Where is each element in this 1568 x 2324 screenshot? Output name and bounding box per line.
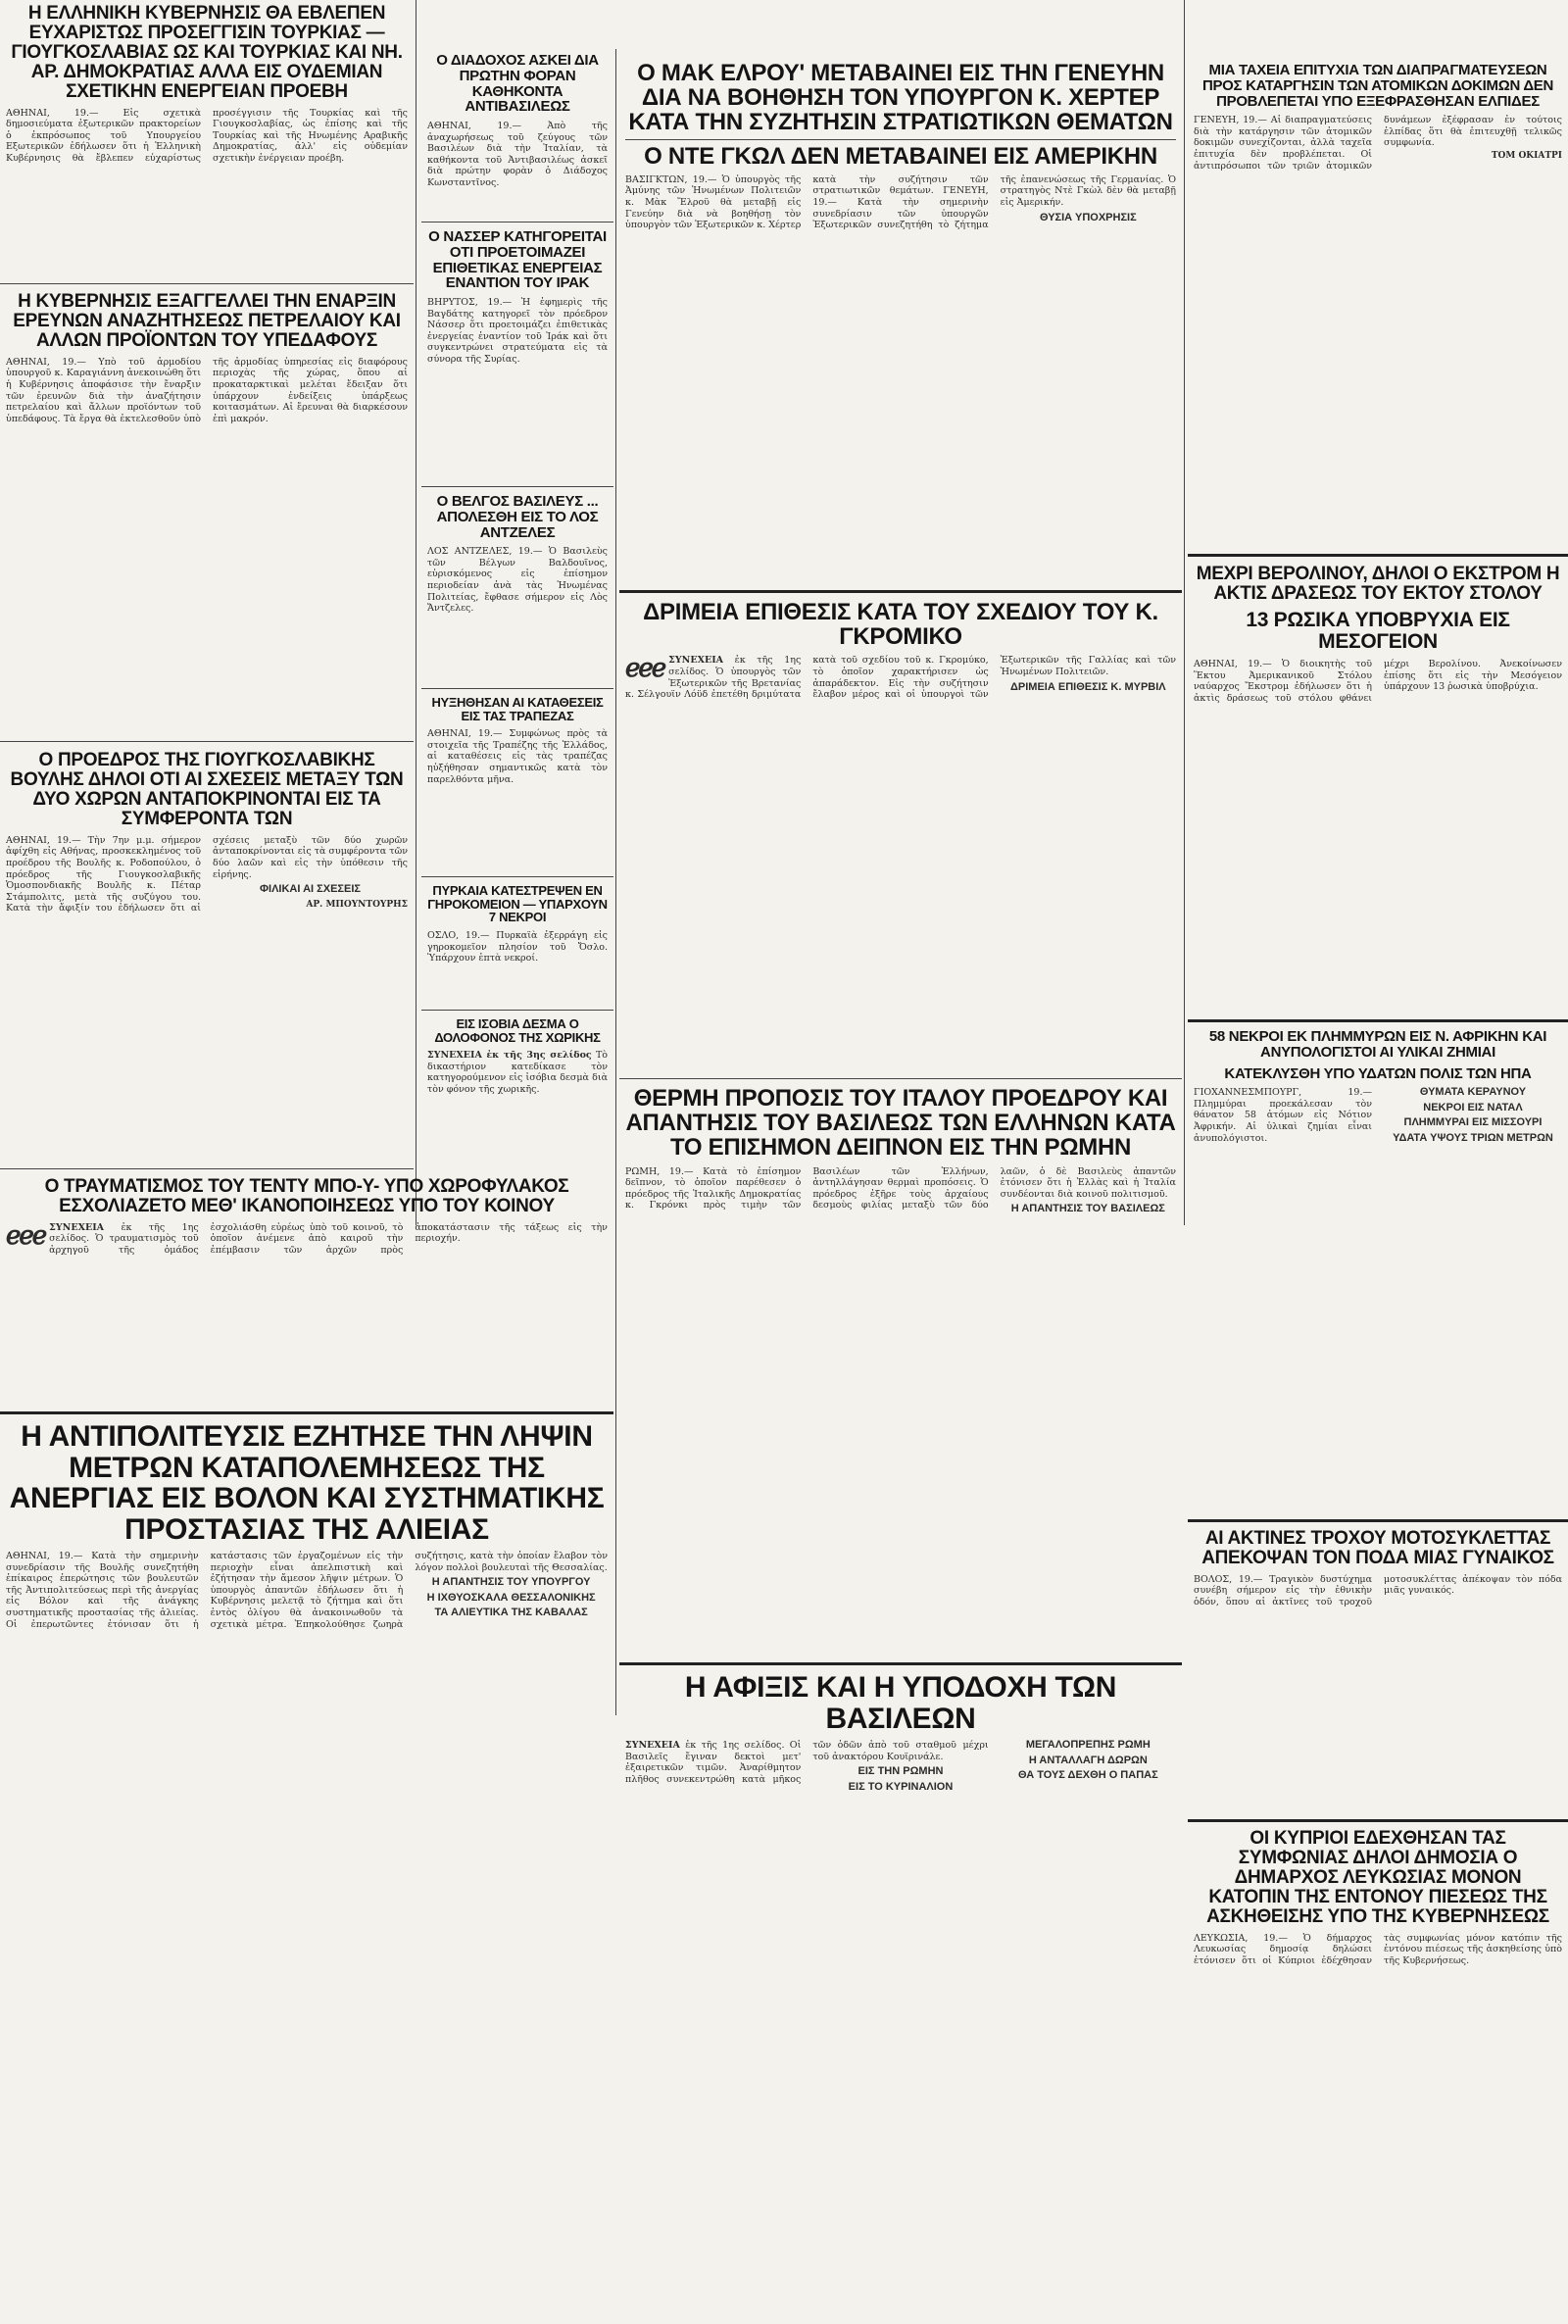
article-bank-deposits (421, 692, 613, 874)
article-yugoslav-parliament (0, 747, 414, 1166)
column-rule (615, 49, 616, 1715)
headline: ΠΥΡΚΑΙΑ ΚΑΤΕΣΤΡΕΨΕΝ ΕΝ ΓΗΡΟΚΟΜΕΙΟΝ — ΥΠΑΡΧΟΥΝ 7 ΝΕΚΡΟΙ (427, 883, 608, 925)
headline: ΜΕΧΡΙ ΒΕΡΟΛΙΝΟΥ, ΔΗΛΟΙ Ο ΕΚΣΤΡΟΜ Η ΑΚΤΙΣ ΔΡΑΣΕΩΣ ΤΟΥ ΕΚΤΟΥ ΣΤΟΛΟΥ (1196, 564, 1560, 604)
rule (421, 222, 613, 223)
rule (1188, 554, 1568, 557)
article-nasser-iraq (421, 225, 613, 484)
article-body (625, 174, 1176, 231)
subhead: ΕΙΣ ΤΗΝ ΡΩΜΗΝ (858, 1765, 944, 1778)
article-motorcycle-accident (1188, 1525, 1568, 1813)
subhead: Η ΑΠΑΝΤΗΣΙΣ ΤΟΥ ΥΠΟΥΡΓΟΥ (431, 1576, 591, 1589)
subhead: ΕΙΣ ΤΟ ΚΥΡΙΝΑΛΙΟΝ (848, 1780, 954, 1793)
article-life-sentence (421, 1014, 613, 1168)
article-teddy-boy (0, 1173, 613, 1409)
article-body: ΑΘΗΝΑΙ, 19.— Ἀπὸ τῆς ἀναχωρήσεως τοῦ ζεύγους τῶν Βασιλέων διὰ τὴν Ἰταλίαν, τὰ καθήκοντα τοῦ Ἀντιβασιλέως ἀσκεῖ διὰ πρώτην φορὰν ὁ Διάδοχος Κωνσταντῖνος. (427, 121, 608, 188)
headline: Η ΚΥΒΕΡΝΗΣΙΣ ΕΞΑΓΓΕΛΛΕΙ ΤΗΝ ΕΝΑΡΞΙΝ ΕΡΕΥΝΩΝ ΑΝΑΖΗΤΗΣΕΩΣ ΠΕΤΡΕΛΑΙΟΥ ΚΑΙ ΑΛΛΩΝ ΠΡΟΪΟΝΤΩΝ ΤΟΥ ΥΠΕΔΑΦΟΥΣ (13, 291, 401, 351)
article-mcelroy-geneva (619, 59, 1182, 569)
rule (619, 1662, 1182, 1665)
article-text: ΑΘΗΝΑΙ, 19.— Τὴν 7ην μ.μ. σήμερον ἀφίχθη εἰς Αθήνας, προσκεκλημένος τοῦ προέδρου τῆς Βουλῆς κ. Ροδοπούλου, ὁ πρόεδρος τῆς Γιουγκοσλαβικῆς Ὁμοσπονδιακῆς Βουλῆς κ. Πέταρ Στάμπολιτς, μετὰ τῆς συζύγου του. Κατὰ τὴν ἄφιξίν του ἐδήλωσεν ὅτι αἱ σχέσεις μεταξὺ τῶν δύο χωρῶν ἀνταποκρίνονται εἰς τὰ συμφέροντα τῶν δύο λαῶν καὶ εἰς τὴν ὑπόθεσιν τῆς εἰρήνης. (6, 834, 408, 915)
article-body: ΑΘΗΝΑΙ, 19.— Ὁ διοικητὴς τοῦ Ἕκτου Ἀμερικανικοῦ Στόλου ναύαρχος Ἔκστρομ ἐδήλωσεν ὅτι ἡ ἀκτὶς δράσεως τοῦ στόλου φθάνει μέχρι Βερολίνου. Ἀνεκοίνωσεν ἐπίσης ὅτι εἰς τὴν Μεσόγειον ὑπάρχουν 13 ῥωσικὰ ὑποβρύχια. (1194, 658, 1562, 704)
rule (0, 741, 414, 742)
rule (421, 486, 613, 487)
article-body: ΑΘΗΝΑΙ, 19.— Συμφώνως πρὸς τὰ στοιχεῖα τῆς Τραπέζης τῆς Ἑλλάδος, αἱ καταθέσεις εἰς τὰς τραπέζας ηὐξήθησαν σημαντικῶς κατὰ τὸν παρελθόντα μῆνα. (427, 728, 608, 785)
headline: ΑΙ ΑΚΤΙΝΕΣ ΤΡΟΧΟΥ ΜΟΤΟΣΥΚΛΕΤΤΑΣ ΑΠΕΚΟΨΑΝ ΤΟΝ ΠΟΔΑ ΜΙΑΣ ΓΥΝΑΙΚΟΣ (1201, 1528, 1554, 1568)
article-oil-exploration (0, 288, 414, 739)
byline: ΤΟΜ ΟΚΙΑΤΡΙ (1491, 151, 1562, 162)
drop-cap-ornament: ℯℯℯ (6, 1219, 46, 1250)
headline: ΔΡΙΜΕΙΑ ΕΠΙΘΕΣΙΣ ΚΑΤΑ ΤΟΥ ΣΧΕΔΙΟΥ ΤΟΥ Κ. ΓΚΡΟΜΙΚΟ (643, 599, 1158, 651)
headline: ΜΙΑ ΤΑΧΕΙΑ ΕΠΙΤΥΧΙΑ ΤΩΝ ΔΙΑΠΡΑΓΜΑΤΕΥΣΕΩΝ ΠΡΟΣ ΚΑΤΑΡΓΗΣΙΝ ΤΩΝ ΑΤΟΜΙΚΩΝ ΔΟΚΙΜΩΝ ΔΕΝ ΠΡΟΒΛΕΠΕΤΑΙ ΥΠΟ ΕΞΕΦΡΑΣΘΗΣΑΝ ΕΛΠΙΔΕΣ (1201, 62, 1554, 110)
rule (0, 1411, 613, 1414)
headline: Η ΕΛΛΗΝΙΚΗ ΚΥΒΕΡΝΗΣΙΣ ΘΑ ΕΒΛΕΠΕΝ ΕΥΧΑΡΙΣΤΩΣ ΠΡΟΣΕΓΓΙΣΙΝ ΤΟΥΡΚΙΑΣ — ΓΙΟΥΓΚΟΣΛΑΒΙΑΣ ΩΣ ΚΑΙ ΤΟΥΡΚΙΑΣ ΚΑΙ ΝΗ. ΑΡ. ΔΗΜΟΚΡΑΤΙΑΣ ΑΛΛΑ ΕΙΣ ΟΥΔΕΜΙΑΝ ΣΧΕΤΙΚΗΝ ΕΝΕΡΓΕΙΑΝ ΠΡΟΕΒΗ (11, 3, 403, 102)
subhead: ΤΑ ΑΛΙΕΥΤΙΚΑ ΤΗΣ ΚΑΒΑΛΑΣ (434, 1607, 588, 1619)
article-body (1194, 1087, 1562, 1148)
headline: Ο ΜΑΚ ΕΛΡΟΥ' ΜΕΤΑΒΑΙΝΕΙ ΕΙΣ ΤΗΝ ΓΕΝΕΥΗΝ (637, 60, 1164, 86)
subhead: ΔΡΙΜΕΙΑ ΕΠΙΘΕΣΙΣ Κ. ΜΥΡΒΙΛ (1010, 680, 1166, 693)
headline: 13 ΡΩΣΙΚΑ ΥΠΟΒΡΥΧΙΑ ΕΙΣ ΜΕΣΟΓΕΙΟΝ (1246, 608, 1510, 653)
article-body (625, 1740, 1176, 1793)
article-sixth-fleet (1188, 561, 1568, 1015)
headline: 58 ΝΕΚΡΟΙ ΕΚ ΠΛΗΜΜΥΡΩΝ ΕΙΣ Ν. ΑΦΡΙΚΗΝ ΚΑΙ ΑΝΥΠΟΛΟΓΙΣΤΟΙ ΑΙ ΥΛΙΚΑΙ ΖΗΜΙΑΙ (1208, 1028, 1547, 1061)
article-body: ΛΕΥΚΩΣΙΑ, 19.— Ὁ δήμαρχος Λευκωσίας δημοσίᾳ δηλώσει ἐτόνισεν ὅτι οἱ Κύπριοι ἐδέχθησαν τὰς συμφωνίας μόνον κατόπιν τῆς ἐντόνου πιέσεως τῆς ἀσκηθείσης ὑπὸ τῆς Κυβερνήσεως. (1194, 1932, 1562, 1966)
rule (1188, 1019, 1568, 1022)
article-text: ΓΕΝΕΥΗ, 19.— Αἱ διαπραγματεύσεις διὰ τὴν κατάργησιν τῶν ἀτομικῶν δοκιμῶν συνεχίζονται, ἀλλὰ ταχεῖα ἐπιτυχία δὲν προβλέπεται. Οἱ ἀντιπρόσωποι τῶν τριῶν ἀτομικῶν δυνάμεων ἐξέφρασαν ἐν τούτοις ἐλπίδας ὅτι θὰ ἐπιτευχθῇ τελικῶς συμφωνία. (1194, 115, 1562, 172)
headline: Ο ΝΤΕ ΓΚΩΛ ΔΕΝ ΜΕΤΑΒΑΙΝΕΙ ΕΙΣ ΑΜΕΡΙΚΗΝ (644, 142, 1157, 170)
rule (1188, 1519, 1568, 1522)
article-body (427, 1050, 608, 1095)
byline: ΑΡ. ΜΠΟΥΝΤΟΥΡΗΣ (306, 899, 408, 910)
subhead: ΘΥΣΙΑ ΥΠΟΧΡΗΣΙΣ (1039, 211, 1137, 223)
rule (421, 876, 613, 877)
subhead: Η ΙΧΘΥΟΣΚΑΛΑ ΘΕΣΣΑΛΟΝΙΚΗΣ (426, 1591, 596, 1604)
rule (619, 590, 1182, 593)
headline: ΘΕΡΜΗ ΠΡΟΠΟΣΙΣ ΤΟΥ ΙΤΑΛΟΥ ΠΡΟΕΔΡΟΥ ΚΑΙ ΑΠΑΝΤΗΣΙΣ ΤΟΥ ΒΑΣΙΛΕΩΣ ΤΩΝ ΕΛΛΗΝΩΝ ΚΑΤΑ ΤΟ ΕΠΙΣΗΜΟΝ ΔΕΙΠΝΟΝ ΕΙΣ ΤΗΝ ΡΩΜΗΝ (625, 1085, 1176, 1162)
continuation-label: ΣΥΝΕΧΕΙΑ (49, 1221, 105, 1233)
drop-cap-ornament: ℯℯℯ (625, 653, 665, 683)
continuation-label: ΣΥΝΕΧΕΙΑ (668, 655, 724, 667)
headline: ΗΥΞΗΘΗΣΑΝ ΑΙ ΚΑΤΑΘΕΣΕΙΣ ΕΙΣ ΤΑΣ ΤΡΑΠΕΖΑΣ (431, 695, 604, 723)
headline: Η ΑΝΤΙΠΟΛΙΤΕΥΣΙΣ ΕΖΗΤΗΣΕ ΤΗΝ ΛΗΨΙΝ ΜΕΤΡΩΝ ΚΑΤΑΠΟΛΕΜΗΣΕΩΣ ΤΗΣ ΑΝΕΡΓΙΑΣ ΕΙΣ ΒΟΛΟΝ ΚΑΙ ΣΥΣΤΗΜΑΤΙΚΗΣ ΠΡΟΣΤΑΣΙΑΣ ΤΗΣ ΑΛΙΕΙΑΣ (9, 1420, 605, 1546)
article-crown-prince (421, 49, 613, 221)
article-text: ἐκ τῆς 1ης σελίδος. Οἱ Βασιλεῖς ἔγιναν δεκτοὶ μετ' ἐξαιρετικῶν τιμῶν. Ἀναρίθμητον πλῆθος συνεκεντρώθη κατὰ μῆκος τῶν ὁδῶν ἀπὸ τοῦ σταθμοῦ μέχρι τοῦ ἀνακτόρου Κουϊρινάλε. (625, 1740, 989, 1785)
subhead: ΘΑ ΤΟΥΣ ΔΕΧΘΗ Ο ΠΑΠΑΣ (1017, 1769, 1158, 1782)
article-body (625, 1166, 1176, 1215)
article-text: ΒΑΣΙΓΚΤΩΝ, 19.— Ὁ ὑπουργὸς τῆς Ἀμύνης τῶν Ἡνωμένων Πολιτειῶν κ. Μὰκ Ἔλροϋ θὰ μεταβῇ εἰς Γενεύην διὰ νὰ βοηθήσῃ τὸν ὑπουργὸν τῶν Ἐξωτερικῶν κ. Χέρτερ κατὰ τὴν συζήτησιν τῶν στρατιωτικῶν θεμάτων. ΓΕΝΕΥΗ, 19.— Κατὰ τὴν σημερινὴν συνεδρίασιν τῶν ὑπουργῶν Ἐξωτερικῶν συνεζητήθη τὸ ζήτημα τῆς ἐπανενώσεως τῆς Γερμανίας. Ὁ στρατηγὸς Ντὲ Γκὼλ δὲν θὰ μεταβῇ εἰς Ἀμερικήν. (625, 173, 1176, 231)
article-gromyko-plan (619, 596, 1182, 1076)
article-body: ΒΟΛΟΣ, 19.— Τραγικὸν δυστύχημα συνέβη σήμερον εἰς τὴν ἐθνικὴν ὁδόν, ὅπου αἱ ἀκτῖνες τοῦ τροχοῦ μοτοσυκλέττας ἀπέκοψαν τὸν πόδα μιᾶς γυναικός. (1194, 1573, 1562, 1608)
article-greek-gov-turkey (0, 0, 414, 282)
headline: ΚΑΤΕΚΛΥΣΘΗ ΥΠΟ ΥΔΑΤΩΝ ΠΟΛΙΣ ΤΩΝ ΗΠΑ (1224, 1064, 1532, 1082)
article-body: ΒΗΡΥΤΟΣ, 19.— Ἡ ἐφημερὶς τῆς Βαγδάτης κατηγορεῖ τὸν πρόεδρον Νάσσερ ὅτι προετοιμάζει ἐπιθετικὰς ἐνεργείας ἐναντίον τοῦ Ἰράκ καὶ ὅτι συγκεντρώνει στρατεύματα εἰς τὰ σύνορα τῆς Συρίας. (427, 297, 608, 365)
continuation-label: ΣΥΝΕΧΕΙΑ (625, 1740, 680, 1751)
column-rule (1184, 0, 1185, 1225)
subhead: ΦΙΛΙΚΑΙ ΑΙ ΣΧΕΣΕΙΣ (260, 883, 361, 896)
article-text: ΓΙΟΧΑΝΝΕΣΜΠΟΥΡΓ, 19.— Πλημμύραι προεκάλεσαν τὸν θάνατον 58 ἀτόμων εἰς Νότιον Ἀφρικήν. Αἱ ὑλικαὶ ζημίαι εἶναι ἀνυπολόγιστοι. (1194, 1087, 1372, 1144)
article-text: ἐκ τῆς 1ης σελίδος. Ὁ ὑπουργὸς τῶν Ἐξωτερικῶν τῆς Βρετανίας κ. Σέλγουϊν Λόϋδ ἐπετέθη δριμύτατα κατὰ τοῦ σχεδίου τοῦ κ. Γκρομύκο, τὸ ὁποῖον χαρακτήρισεν ὡς ἀπαράδεκτον. Εἰς τὴν συζήτησιν ἔλαβον μέρος καὶ οἱ ὑπουργοὶ τῶν Ἐξωτερικῶν τῆς Γαλλίας καὶ τῶν Ἡνωμένων Πολιτειῶν. (625, 655, 1176, 701)
article-atomic-tests (1188, 59, 1568, 549)
headline: Ο ΒΕΛΓΟΣ ΒΑΣΙΛΕΥΣ ... ΑΠΟΛΕΣΘΗ ΕΙΣ ΤΟ ΛΟΣ ΑΝΤΖΕΛΕΣ (436, 493, 599, 541)
continuation-label: ΣΥΝΕΧΕΙΑ ἐκ τῆς 3ης σελίδος (427, 1050, 592, 1062)
article-body: ΑΘΗΝΑΙ, 19.— Εἰς σχετικὰ δημοσιεύματα ἐξωτερικῶν πρακτορείων ὁ ἐκπρόσωπος τοῦ Υπουργείου Εξωτερικῶν ἐδήλωσεν ὅτι ἡ Ἑλληνικὴ Κυβέρνησις θὰ ἔβλεπεν εὐχαρίστως προσέγγισιν τῆς Τουρκίας καὶ τῆς Γιουγκοσλαβίας, ὡς ἐπίσης καὶ τῆς Τουρκίας καὶ τῆς Ηνωμένης Αραβικῆς Δημοκρατίας, ἀλλ' εἰς οὐδεμίαν σχετικὴν ἐνέργειαν προέβη. (6, 107, 408, 165)
headline: Ο ΤΡΑΥΜΑΤΙΣΜΟΣ ΤΟΥ ΤΕΝΤΥ ΜΠΟ-Υ- ΥΠΟ ΧΩΡΟΦΥΛΑΚΟΣ ΕΣΧΟΛΙΑΖΕΤΟ ΜΕΘ' ΙΚΑΝΟΠΟΙΗΣΕΩΣ ΥΠΟ ΤΟΥ ΚΟΙΝΟΥ (44, 1176, 569, 1216)
headline: Ο ΝΑΣΣΕΡ ΚΑΤΗΓΟΡΕΙΤΑΙ ΟΤΙ ΠΡΟΕΤΟΙΜΑΖΕΙ ΕΠΙΘΕΤΙΚΑΣ ΕΝΕΡΓΕΙΑΣ ΕΝΑΝΤΙΟΝ ΤΟΥ ΙΡΑΚ (428, 228, 607, 292)
headline: ΔΙΑ ΝΑ ΒΟΗΘΗΣΗ ΤΟΝ ΥΠΟΥΡΓΟΝ Κ. ΧΕΡΤΕΡ (641, 84, 1160, 112)
subhead: ΠΛΗΜΜΥΡΑΙ ΕΙΣ ΜΙΣΣΟΥΡΙ (1403, 1116, 1543, 1129)
headline: ΚΑΤΑ ΤΗΝ ΣΥΖΗΤΗΣΙΝ ΣΤΡΑΤΙΩΤΙΚΩΝ ΘΕΜΑΤΩΝ (628, 109, 1173, 136)
headline: Η ΑΦΙΞΙΣ ΚΑΙ Η ΥΠΟΔΟΧΗ ΤΩΝ ΒΑΣΙΛΕΩΝ (684, 1671, 1117, 1735)
article-body (6, 1219, 608, 1257)
subhead: Η ΑΝΤΑΛΛΑΓΗ ΔΩΡΩΝ (1028, 1754, 1148, 1766)
subhead: ΘΥΜΑΤΑ ΚΕΡΑΥΝΟΥ (1419, 1086, 1527, 1099)
article-text: Τὸ δικαστήριον κατεδίκασε τὸν κατηγορούμενον εἰς ἰσόβια δεσμὰ διὰ τὸν φόνον τῆς χωρικῆς. (427, 1050, 608, 1096)
article-body (1194, 115, 1562, 172)
article-cypriots-agreements (1188, 1825, 1568, 2324)
article-text: ἐκ τῆς 1ης σελίδος. Ὁ τραυματισμὸς τοῦ ἀρχηγοῦ τῆς ὁμάδος ἐσχολιάσθη εὐρέως ὑπὸ τοῦ κοινοῦ, τὸ ὁποῖον ἀνέμενε ἀπὸ καιροῦ τὴν ἐπέμβασιν τῶν ἀρχῶν πρὸς ἀποκατάστασιν τῆς τάξεως εἰς τὴν περιοχήν. (49, 1221, 608, 1257)
article-floods-south-africa (1188, 1025, 1568, 1515)
subhead: ΥΔΑΤΑ ΥΨΟΥΣ ΤΡΙΩΝ ΜΕΤΡΩΝ (1393, 1132, 1553, 1145)
article-royal-arrival (619, 1668, 1182, 2324)
article-belgian-king (421, 490, 613, 686)
rule (421, 688, 613, 689)
rule (619, 1078, 1182, 1079)
article-italian-toast (619, 1082, 1182, 1658)
article-unemployment-volos (0, 1417, 613, 2324)
article-body (6, 1551, 608, 1630)
article-body (625, 655, 1176, 700)
article-body: ΟΣΛΟ, 19.— Πυρκαϊὰ ἐξερράγη εἰς γηροκομεῖον πλησίον τοῦ Ὄσλο. Ὑπάρχουν ἑπτὰ νεκροί. (427, 929, 608, 964)
article-body: ΑΘΗΝΑΙ, 19.— Υπὸ τοῦ ἁρμοδίου ὑπουργοῦ κ. Καραγιάννη ἀνεκοινώθη ὅτι ἡ Κυβέρνησις ἀποφάσισε τὴν ἔναρξιν τῶν ἐρευνῶν διὰ τὴν ἀναζήτησιν πετρελαίου καὶ ἄλλων προϊόντων τοῦ ὑπεδάφους. Τὰ ἔργα θὰ ἐκτελεσθοῦν ὑπὸ τῆς ἀρμοδίας ὑπηρεσίας εἰς διαφόρους περιοχὰς τῆς χώρας, ὅπου αἱ προκαταρκτικαὶ μελέται ἔδειξαν ὅτι ὑπάρχουν ἐνδείξεις ὑπάρξεως κοιτασμάτων. Αἱ ἔρευναι θὰ διαρκέσουν ἐπὶ μακρόν. (6, 356, 408, 424)
headline: ΕΙΣ ΙΣΟΒΙΑ ΔΕΣΜΑ Ο ΔΟΛΟΦΟΝΟΣ ΤΗΣ ΧΩΡΙΚΗΣ (434, 1016, 601, 1045)
subhead: ΝΕΚΡΟΙ ΕΙΣ ΝΑΤΑΛ (1423, 1101, 1523, 1113)
article-text: ΡΩΜΗ, 19.— Κατὰ τὸ ἐπίσημον δεῖπνον, τὸ ὁποῖον παρέθεσεν ὁ πρόεδρος τῆς Ἰταλικῆς Δημοκρατίας κ. Γκρόνκι πρὸς τιμὴν τῶν Βασιλέων τῶν Ἑλλήνων, ἀντηλλάγησαν θερμαὶ προπόσεις. Ὁ πρόεδρος ἐξῆρε τοὺς ἀρχαίους δεσμοὺς φιλίας μεταξὺ τῶν δύο λαῶν, ὁ δὲ Βασιλεὺς ἀπαντῶν ἐτόνισεν ὅτι ἡ Ἑλλὰς καὶ ἡ Ἰταλία συνδέονται διὰ κοινοῦ πολιτισμοῦ. (625, 1165, 1176, 1211)
article-body (6, 835, 408, 915)
article-body: ΛΟΣ ΑΝΤΖΕΛΕΣ, 19.— Ὁ Βασιλεὺς τῶν Βέλγων Βαλδουῖνος, εὑρισκόμενος εἰς ἐπίσημον περιοδείαν ἀνὰ τὰς Ἡνωμένας Πολιτείας, ἔφθασε σήμερον εἰς Λὸς Ἄντζελες. (427, 546, 608, 615)
headline: Ο ΠΡΟΕΔΡΟΣ ΤΗΣ ΓΙΟΥΓΚΟΣΛΑΒΙΚΗΣ ΒΟΥΛΗΣ ΔΗΛΟΙ ΟΤΙ ΑΙ ΣΧΕΣΕΙΣ ΜΕΤΑΞΥ ΤΩΝ ΔΥΟ ΧΩΡΩΝ ΑΝΤΑΠΟΚΡΙΝΟΝΤΑΙ ΕΙΣ ΤΑ ΣΥΜΦΕΡΟΝΤΑ ΤΩΝ (10, 750, 404, 829)
article-text: ΑΘΗΝΑΙ, 19.— Κατὰ τὴν σημερινὴν συνεδρίασιν τῆς Βουλῆς συνεζητήθη ἐπίκαιρος ἐπερώτησις τῶν βουλευτῶν τῆς Ἀντιπολιτεύσεως περὶ τῆς ἀνεργίας εἰς Βόλον καὶ τῆς ἀνάγκης συστηματικῆς προστασίας τῆς ἁλιείας. Οἱ ἐπερωτῶντες ἐτόνισαν ὅτι ἡ κατάστασις τῶν ἐργαζομένων εἰς τὴν περιοχὴν εἶναι ἀπελπιστικὴ καὶ ἐζήτησαν τὴν ἄμεσον λῆψιν μέτρων. Ὁ ὑπουργὸς ἀπαντῶν ἐδήλωσεν ὅτι ἡ Κυβέρνησις μελετᾷ τὸ ζήτημα καὶ ὅτι ἐντὸς ὀλίγου θὰ ἀνακοινωθοῦν τὰ σχετικὰ μέτρα. Ἐπηκολούθησε ζωηρὰ συζήτησις, κατὰ τὴν ὁποίαν ἔλαβον τὸν λόγον πολλοὶ βουλευταὶ τῆς Θεσσαλίας. (6, 1551, 608, 1630)
rule (421, 1010, 613, 1011)
subhead: ΜΕΓΑΛΟΠΡΕΠΗΣ ΡΩΜΗ (1025, 1739, 1151, 1751)
rule (0, 1168, 414, 1169)
rule (625, 139, 1176, 140)
headline: ΟΙ ΚΥΠΡΙΟΙ ΕΔΕΧΘΗΣΑΝ ΤΑΣ ΣΥΜΦΩΝΙΑΣ ΔΗΛΟΙ ΔΗΜΟΣΙΑ Ο ΔΗΜΑΡΧΟΣ ΛΕΥΚΩΣΙΑΣ ΜΟΝΟΝ ΚΑΤΟΠΙΝ ΤΗΣ ΕΝΤΟΝΟΥ ΠΙΕΣΕΩΣ ΤΗΣ ΑΣΚΗΘΕΙΣΗΣ ΥΠΟ ΤΗΣ ΚΥΒΕΡΝΗΣΕΩΣ (1206, 1828, 1549, 1927)
headline: Ο ΔΙΑΔΟΧΟΣ ΑΣΚΕΙ ΔΙΑ ΠΡΩΤΗΝ ΦΟΡΑΝ ΚΑΘΗΚΟΝΤΑ ΑΝΤΙΒΑΣΙΛΕΩΣ (436, 52, 599, 116)
rule (1188, 1819, 1568, 1822)
subhead: Η ΑΠΑΝΤΗΣΙΣ ΤΟΥ ΒΑΣΙΛΕΩΣ (1010, 1203, 1165, 1215)
rule (0, 283, 414, 284)
article-oslo-fire (421, 880, 613, 1008)
